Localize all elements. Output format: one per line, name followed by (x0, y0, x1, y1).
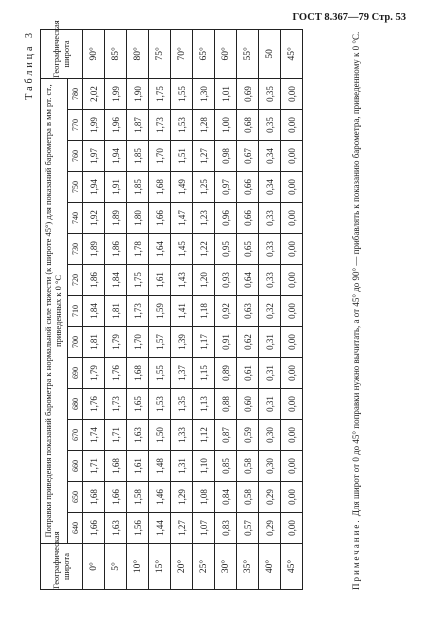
correction-value-cell: 0,93 (215, 265, 237, 296)
column-header: 670 (68, 420, 83, 451)
correction-value-cell: 0,95 (215, 234, 237, 265)
correction-value-cell: 1,87 (127, 110, 149, 141)
correction-value-cell: 1,20 (193, 265, 215, 296)
column-header: 640 (68, 513, 83, 544)
correction-value-cell: 1,10 (193, 451, 215, 482)
table-row (237, 29, 259, 589)
latitude-cell-right: 80° (127, 29, 149, 78)
correction-value-cell: 0,29 (259, 482, 281, 513)
correction-value-cell: 1,86 (105, 234, 127, 265)
correction-value-cell: 0,00 (281, 451, 303, 482)
column-header: 710 (68, 296, 83, 327)
correction-value-cell: 1,71 (83, 451, 105, 482)
table-row (215, 29, 237, 589)
correction-value-cell: 1,97 (83, 141, 105, 172)
correction-value-cell: 1,00 (215, 110, 237, 141)
correction-value-cell: 1,45 (171, 234, 193, 265)
gravity-correction-table (40, 20, 303, 590)
correction-value-cell: 0,30 (259, 420, 281, 451)
table-row (83, 29, 105, 589)
correction-value-cell: 2,02 (83, 78, 105, 109)
correction-value-cell: 0,35 (259, 110, 281, 141)
correction-value-cell: 0,33 (259, 234, 281, 265)
correction-value-cell: 0,00 (281, 234, 303, 265)
correction-value-cell: 1,41 (171, 296, 193, 327)
correction-value-cell: 1,80 (127, 203, 149, 234)
correction-value-cell: 1,27 (193, 141, 215, 172)
correction-value-cell: 1,90 (127, 78, 149, 109)
latitude-cell: 25° (193, 544, 215, 590)
correction-value-cell: 0,87 (215, 420, 237, 451)
note-text: Для широт от 0 до 45° поправки нужно вычитать, а от 45° до 90° — прибавлять к показанию барометра, приведенному к 0 °С. (351, 31, 361, 517)
correction-value-cell: 1,35 (171, 389, 193, 420)
correction-value-cell: 1,68 (83, 482, 105, 513)
correction-value-cell: 0,63 (237, 296, 259, 327)
correction-value-cell: 1,61 (127, 451, 149, 482)
correction-value-cell: 1,55 (171, 78, 193, 109)
correction-value-cell: 1,63 (127, 420, 149, 451)
note-label: Примечание. (351, 518, 361, 590)
correction-value-cell: 0,00 (281, 327, 303, 358)
correction-value-cell: 1,84 (105, 265, 127, 296)
latitude-cell-right: 45° (281, 29, 303, 78)
correction-value-cell: 0,57 (237, 513, 259, 544)
correction-value-cell: 0,00 (281, 78, 303, 109)
correction-value-cell: 1,53 (171, 110, 193, 141)
correction-value-cell: 0,34 (259, 141, 281, 172)
correction-value-cell: 1,76 (83, 389, 105, 420)
correction-value-cell: 1,74 (83, 420, 105, 451)
correction-value-cell: 0,88 (215, 389, 237, 420)
correction-value-cell: 1,75 (149, 78, 171, 109)
correction-value-cell: 1,99 (83, 110, 105, 141)
column-header-row (68, 29, 83, 589)
correction-value-cell: 0,00 (281, 296, 303, 327)
latitude-cell-right: 75° (149, 29, 171, 78)
column-header: 780 (68, 78, 83, 109)
table-note (350, 30, 362, 590)
correction-value-cell: 1,92 (83, 203, 105, 234)
correction-value-cell: 1,39 (171, 327, 193, 358)
correction-value-cell: 1,46 (149, 482, 171, 513)
correction-value-cell: 1,48 (149, 451, 171, 482)
correction-value-cell: 1,37 (171, 358, 193, 389)
correction-value-cell: 0,65 (237, 234, 259, 265)
latitude-cell-right: 60° (215, 29, 237, 78)
correction-value-cell: 0,89 (215, 358, 237, 389)
correction-value-cell: 1,84 (83, 296, 105, 327)
correction-value-cell: 1,99 (105, 78, 127, 109)
correction-value-cell: 1,27 (171, 513, 193, 544)
correction-value-cell: 1,30 (193, 78, 215, 109)
table-row (281, 29, 303, 589)
correction-value-cell: 1,28 (193, 110, 215, 141)
correction-value-cell: 1,94 (105, 141, 127, 172)
correction-value-cell: 1,49 (171, 172, 193, 203)
correction-value-cell: 0,33 (259, 265, 281, 296)
correction-value-cell: 1,44 (149, 513, 171, 544)
latitude-cell-right: 70° (171, 29, 193, 78)
column-header: 660 (68, 451, 83, 482)
latitude-cell: 15° (149, 544, 171, 590)
correction-value-cell: 1,68 (127, 358, 149, 389)
correction-value-cell: 0,58 (237, 482, 259, 513)
latitude-cell-right: 65° (193, 29, 215, 78)
correction-value-cell: 0,31 (259, 358, 281, 389)
table-row (259, 29, 281, 589)
correction-value-cell: 1,17 (193, 327, 215, 358)
correction-value-cell: 0,35 (259, 78, 281, 109)
correction-value-cell: 0,84 (215, 482, 237, 513)
latitude-cell: 45° (281, 544, 303, 590)
latitude-cell: 5° (105, 544, 127, 590)
correction-value-cell: 1,51 (171, 141, 193, 172)
rotated-table-block (24, 20, 386, 590)
column-header: 730 (68, 234, 83, 265)
correction-value-cell: 1,18 (193, 296, 215, 327)
correction-value-cell: 1,86 (83, 265, 105, 296)
correction-value-cell: 1,66 (83, 513, 105, 544)
column-header: 760 (68, 141, 83, 172)
table-row (127, 29, 149, 589)
correction-value-cell: 0,64 (237, 265, 259, 296)
correction-value-cell: 1,63 (105, 513, 127, 544)
correction-value-cell: 1,68 (149, 172, 171, 203)
latitude-cell: 0° (83, 544, 105, 590)
correction-value-cell: 0,00 (281, 141, 303, 172)
right-latitude-header: Географическая широта (41, 29, 83, 78)
correction-value-cell: 1,85 (127, 141, 149, 172)
correction-value-cell: 1,50 (149, 420, 171, 451)
correction-value-cell: 1,23 (193, 203, 215, 234)
table-row (171, 29, 193, 589)
table-title: Таблица 3 (24, 30, 35, 100)
correction-value-cell: 1,89 (83, 234, 105, 265)
correction-value-cell: 0,29 (259, 513, 281, 544)
correction-value-cell: 0,68 (237, 110, 259, 141)
correction-value-cell: 1,73 (127, 296, 149, 327)
column-header: 740 (68, 203, 83, 234)
correction-value-cell: 1,85 (127, 172, 149, 203)
correction-value-cell: 1,61 (149, 265, 171, 296)
correction-value-cell: 0,66 (237, 203, 259, 234)
correction-value-cell: 0,00 (281, 482, 303, 513)
correction-value-cell: 0,00 (281, 172, 303, 203)
latitude-cell: 30° (215, 544, 237, 590)
correction-value-cell: 1,96 (105, 110, 127, 141)
correction-value-cell: 0,97 (215, 172, 237, 203)
correction-value-cell: 0,85 (215, 451, 237, 482)
correction-value-cell: 1,58 (127, 482, 149, 513)
correction-value-cell: 1,47 (171, 203, 193, 234)
correction-value-cell: 1,29 (171, 482, 193, 513)
latitude-cell: 10° (127, 544, 149, 590)
correction-value-cell: 1,94 (83, 172, 105, 203)
table-row (149, 29, 171, 589)
correction-value-cell: 0,83 (215, 513, 237, 544)
correction-value-cell: 1,25 (193, 172, 215, 203)
correction-value-cell: 1,71 (105, 420, 127, 451)
latitude-cell-right: 85° (105, 29, 127, 78)
correction-value-cell: 1,79 (105, 327, 127, 358)
correction-value-cell: 1,89 (105, 203, 127, 234)
correction-value-cell: 1,53 (149, 389, 171, 420)
correction-value-cell: 1,15 (193, 358, 215, 389)
table-body (83, 29, 303, 589)
correction-value-cell: 0,31 (259, 389, 281, 420)
correction-value-cell: 0,34 (259, 172, 281, 203)
correction-value-cell: 1,59 (149, 296, 171, 327)
correction-value-cell: 0,00 (281, 389, 303, 420)
correction-value-cell: 0,59 (237, 420, 259, 451)
correction-value-cell: 0,00 (281, 265, 303, 296)
correction-value-cell: 0,66 (237, 172, 259, 203)
latitude-cell: 35° (237, 544, 259, 590)
correction-value-cell: 1,81 (105, 296, 127, 327)
correction-value-cell: 0,91 (215, 327, 237, 358)
latitude-cell-right: 50 (259, 29, 281, 78)
table-row (105, 29, 127, 589)
correction-value-cell: 0,30 (259, 451, 281, 482)
correction-value-cell: 1,65 (127, 389, 149, 420)
correction-value-cell: 1,68 (105, 451, 127, 482)
correction-value-cell: 1,75 (127, 265, 149, 296)
correction-value-cell: 0,61 (237, 358, 259, 389)
correction-value-cell: 0,31 (259, 327, 281, 358)
correction-value-cell: 0,58 (237, 451, 259, 482)
correction-value-cell: 1,22 (193, 234, 215, 265)
correction-value-cell: 1,12 (193, 420, 215, 451)
correction-value-cell: 0,00 (281, 513, 303, 544)
correction-value-cell: 1,55 (149, 358, 171, 389)
group-header: Поправки приведения показаний барометра к нормальной силе тяжести (к широте 45°) для показаний барометра в мм рт. ст., приведенных к 0 °С (41, 78, 68, 543)
latitude-cell: 40° (259, 544, 281, 590)
correction-value-cell: 0,00 (281, 420, 303, 451)
column-header: 720 (68, 265, 83, 296)
correction-value-cell: 0,98 (215, 141, 237, 172)
latitude-cell-right: 90° (83, 29, 105, 78)
column-header: 770 (68, 110, 83, 141)
correction-value-cell: 1,33 (171, 420, 193, 451)
correction-value-cell: 1,73 (149, 110, 171, 141)
correction-value-cell: 0,69 (237, 78, 259, 109)
correction-value-cell: 0,92 (215, 296, 237, 327)
correction-value-cell: 1,91 (105, 172, 127, 203)
correction-value-cell: 0,67 (237, 141, 259, 172)
correction-value-cell: 0,62 (237, 327, 259, 358)
correction-value-cell: 0,60 (237, 389, 259, 420)
latitude-cell-right: 55° (237, 29, 259, 78)
correction-value-cell: 1,70 (149, 141, 171, 172)
correction-value-cell: 0,00 (281, 358, 303, 389)
left-latitude-header: Географическая широта (41, 544, 83, 590)
column-header: 690 (68, 358, 83, 389)
correction-value-cell: 1,64 (149, 234, 171, 265)
correction-value-cell: 1,31 (171, 451, 193, 482)
correction-value-cell: 1,78 (127, 234, 149, 265)
correction-value-cell: 1,56 (127, 513, 149, 544)
correction-value-cell: 0,00 (281, 110, 303, 141)
correction-value-cell: 1,43 (171, 265, 193, 296)
correction-value-cell: 0,96 (215, 203, 237, 234)
latitude-cell: 20° (171, 544, 193, 590)
correction-value-cell: 1,66 (105, 482, 127, 513)
column-header: 700 (68, 327, 83, 358)
column-header: 680 (68, 389, 83, 420)
correction-value-cell: 1,73 (105, 389, 127, 420)
correction-value-cell: 1,13 (193, 389, 215, 420)
table-row (193, 29, 215, 589)
page-header: ГОСТ 8.367—79 Стр. 53 (292, 12, 406, 23)
correction-value-cell: 1,81 (83, 327, 105, 358)
correction-value-cell: 1,01 (215, 78, 237, 109)
column-header: 650 (68, 482, 83, 513)
column-header: 750 (68, 172, 83, 203)
correction-value-cell: 1,66 (149, 203, 171, 234)
correction-value-cell: 0,33 (259, 203, 281, 234)
correction-value-cell: 1,79 (83, 358, 105, 389)
correction-value-cell: 0,32 (259, 296, 281, 327)
correction-value-cell: 0,00 (281, 203, 303, 234)
correction-value-cell: 1,57 (149, 327, 171, 358)
correction-value-cell: 1,08 (193, 482, 215, 513)
correction-value-cell: 1,76 (105, 358, 127, 389)
correction-value-cell: 1,07 (193, 513, 215, 544)
correction-value-cell: 1,70 (127, 327, 149, 358)
